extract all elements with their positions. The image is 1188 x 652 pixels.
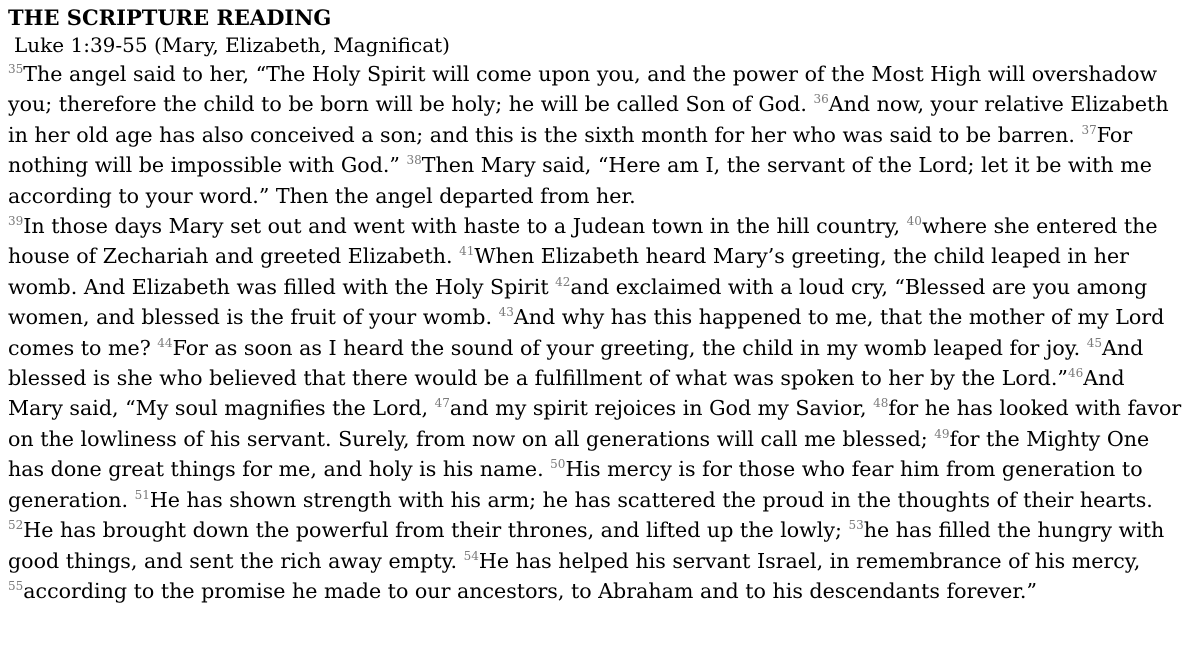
verse-text: And why has this happened to me, that the mother of my Lord comes to me? [8, 305, 1165, 360]
verse-number: 36 [813, 92, 829, 107]
verse-text: Then Mary said, “Here am I, the servant of the Lord; let it be with me according to your word.” Then the angel departed from her. [8, 153, 1152, 208]
verse-number: 39 [8, 214, 24, 229]
verse-text: And now, your relative Elizabeth in her old age has also conceived a son; and this is the sixth month for her who was said to be barren. [8, 92, 1169, 147]
verse-number: 45 [1086, 335, 1102, 350]
verse-number: 46 [1067, 366, 1084, 381]
verse-number: 38 [406, 153, 422, 168]
verse-number: 55 [8, 578, 24, 593]
passage-paragraph-2 [8, 211, 1182, 606]
section-heading: THE SCRIPTURE READING [8, 5, 332, 30]
verse-number: 40 [906, 214, 922, 229]
scripture-reference: Luke 1:39-55 (Mary, Elizabeth, Magnificat) [14, 33, 450, 57]
verse-text: according to the promise he made to our ancestors, to Abraham and to his descendants forever.” [23, 578, 1037, 603]
verse-text: He has helped his servant Israel, in remembrance of his mercy, [478, 548, 1141, 573]
verse-text: When Elizabeth heard Mary’s greeting, the child leaped in her womb. And Elizabeth was filled with the Holy Spirit [8, 244, 1130, 299]
verse-text: In those days Mary set out and went with haste to a Judean town in the hill country, [23, 214, 907, 239]
verse-number: 43 [498, 305, 514, 320]
verse-number: 51 [134, 487, 150, 502]
verse-number: 50 [550, 457, 566, 472]
verse-number: 37 [1081, 122, 1097, 137]
verse-text: He has brought down the powerful from their thrones, and lifted up the lowly; [23, 518, 849, 543]
verse-text: where she entered the house of Zechariah and greeted Elizabeth. [8, 214, 1158, 269]
verse-text: for he has looked with favor on the lowliness of his servant. Surely, from now on all generations will call me blessed; [8, 396, 1182, 451]
verse-number: 52 [8, 518, 24, 533]
passage-paragraph-1 [8, 59, 1182, 211]
verse-number: 47 [434, 396, 450, 411]
verse-text: he has filled the hungry with good things, and sent the rich away empty. [8, 518, 1165, 573]
verse-text: For nothing will be impossible with God.” [8, 122, 1133, 178]
verse-number: 53 [848, 518, 864, 533]
verse-number: 49 [934, 426, 950, 441]
verse-number: 48 [873, 396, 889, 411]
verse-number: 35 [8, 62, 24, 76]
verse-text: And blessed is she who believed that there would be a fulfillment of what was spoken to her by the Lord.” [8, 335, 1144, 391]
verse-text: and exclaimed with a loud cry, “Blessed are you among women, and blessed is the fruit of your womb. [8, 274, 1148, 330]
verse-number: 42 [555, 274, 571, 289]
verse-number: 41 [459, 244, 475, 259]
verse-number: 54 [463, 548, 479, 563]
verse-text: For as soon as I heard the sound of your greeting, the child in my womb leaped for joy. [172, 335, 1087, 360]
verse-number: 44 [157, 335, 173, 350]
verse-text: He has shown strength with his arm; he has scattered the proud in the thoughts of their hearts. [149, 487, 1153, 512]
verse-text: The angel said to her, “The Holy Spirit will come upon you, and the power of the Most High will overshadow you; therefore the child to be born will be holy; he will be called Son of God. [8, 62, 1158, 117]
verse-text: for the Mighty One has done great things for me, and holy is his name. [8, 426, 1150, 482]
verse-text: and my spirit rejoices in God my Savior, [449, 396, 874, 421]
verse-text: And Mary said, “My soul magnifies the Lord, [8, 366, 1125, 421]
verse-text: His mercy is for those who fear him from generation to generation. [8, 457, 1143, 512]
